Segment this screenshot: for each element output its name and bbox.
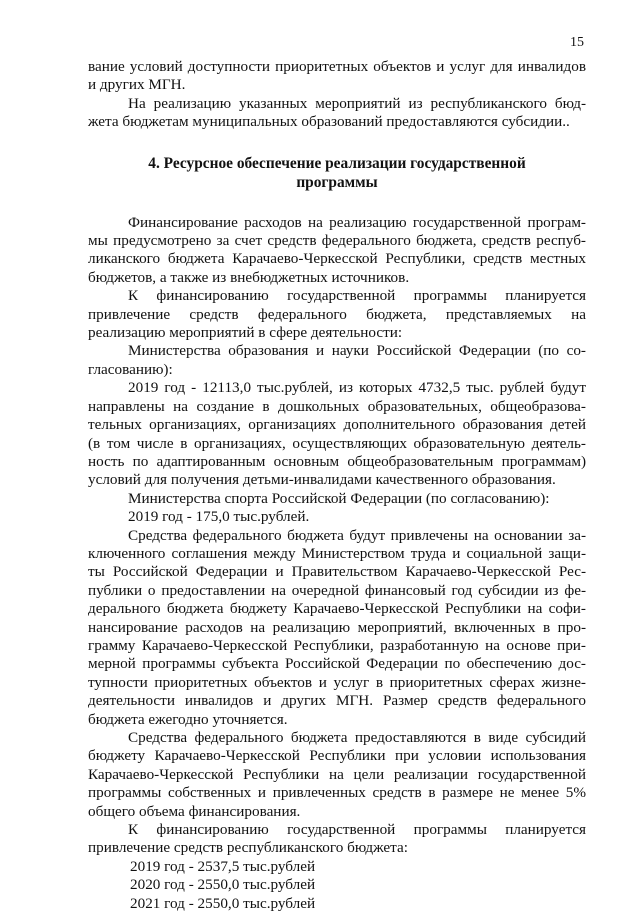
text-line: Карачаево-Черкесской Республики на цели реализации государственной xyxy=(88,765,586,783)
text-line: ключенного соглашения между Министерством труда и социальной защи- xyxy=(88,544,586,562)
text-line: К финансированию государственной программы планируется xyxy=(128,821,586,839)
text-line: Средства федерального бюджета предоставляются в виде субсидий xyxy=(128,729,586,746)
text-line: бюджетов, а также из внебюджетных источников. xyxy=(88,268,410,286)
text-line: тельных организациях, организациях дополнительного образования детей xyxy=(88,416,586,434)
text-line: Средства федерального бюджета будут привлечены на основании за- xyxy=(128,526,586,544)
section-heading-line: 4. Ресурсное обеспечение реализации государственной xyxy=(148,154,526,172)
text-line: вание условий доступности приоритетных объектов и услуг для инвалидов xyxy=(88,58,586,75)
text-line: 2019 год - 12113,0 тыс.рублей, из которых 4732,5 тыс. рублей будут xyxy=(128,379,586,397)
text-line: Министерства спорта Российской Федерации (по согласованию): xyxy=(128,489,550,507)
text-line: ты Российской Федерации и Правительством Карачаево-Черкесской Рес- xyxy=(88,563,586,581)
text-line: Министерства образования и науки Российской Федерации (по со- xyxy=(128,342,586,360)
text-line: грамму Карачаево-Черкесской Республики, разработанную на основе при- xyxy=(88,636,586,654)
text-line: направлены на создание в дошкольных образовательных, общеобразова- xyxy=(88,397,586,415)
text-line: дерального бюджета бюджету Карачаево-Черкесской Республики на софи- xyxy=(88,600,586,618)
text-line: привлечение средств федерального бюджета, представляемых на xyxy=(88,305,586,323)
text-line: гласованию): xyxy=(88,360,173,378)
text-line: Финансирование расходов на реализацию государственной програм- xyxy=(128,213,586,231)
year-line: 2019 год - 2537,5 тыс.рублей xyxy=(130,857,316,875)
text-line: На реализацию указанных мероприятий из республиканского бюд- xyxy=(128,94,586,112)
text-line: мерной программы субъекта Российской Федерации по обеспечению дос- xyxy=(88,655,586,673)
text-line: ликанского бюджета Карачаево-Черкесской Республики, средств местных xyxy=(88,250,586,268)
text-line: нансирование расходов на реализацию мероприятий, включенных в про- xyxy=(88,618,586,636)
section-heading-line: программы xyxy=(296,173,378,191)
text-line: ность по адаптированным основным общеобразовательным программам) xyxy=(88,452,586,470)
section-heading xyxy=(88,154,586,192)
text-line: бюджету Карачаево-Черкесской Республики при условии использования xyxy=(88,747,586,765)
text-line: и других МГН. xyxy=(88,76,186,94)
text-line: жета бюджетам муниципальных образований предоставляются субсидии.. xyxy=(88,113,570,131)
text-line: мы предусмотрено за счет средств федерального бюджета, средств респуб- xyxy=(88,232,586,250)
text-line: привлечение средств республиканского бюджета: xyxy=(88,839,408,857)
text-line: тупности приоритетных объектов и услуг в приоритетных сферах жизне- xyxy=(88,673,586,691)
text-line: К финансированию государственной программы планируется xyxy=(128,287,586,305)
page-number: 15 xyxy=(570,35,584,50)
text-line: деятельности инвалидов и других МГН. Размер средств федерального xyxy=(88,692,586,710)
year-line: 2020 год - 2550,0 тыс.рублей xyxy=(130,876,316,894)
text-line: 2019 год - 175,0 тыс.рублей. xyxy=(128,508,310,526)
text-line: публики о предоставлении на очередной финансовый год субсидии из фе- xyxy=(88,581,586,599)
text-line: (в том числе в организациях, осуществляющих образовательную деятель- xyxy=(88,434,586,452)
text-line: общего объема финансирования. xyxy=(88,802,301,820)
year-line: 2021 год - 2550,0 тыс.рублей xyxy=(130,894,316,912)
text-line: условий для получения детьми-инвалидами качественного образования. xyxy=(88,471,556,489)
text-line: бюджета ежегодно уточняется. xyxy=(88,710,288,728)
text-line: реализацию мероприятий в сфере деятельности: xyxy=(88,324,403,342)
text-line: программы собственных и привлеченных средств в размере не менее 5% xyxy=(88,784,586,802)
page-body xyxy=(88,58,586,913)
